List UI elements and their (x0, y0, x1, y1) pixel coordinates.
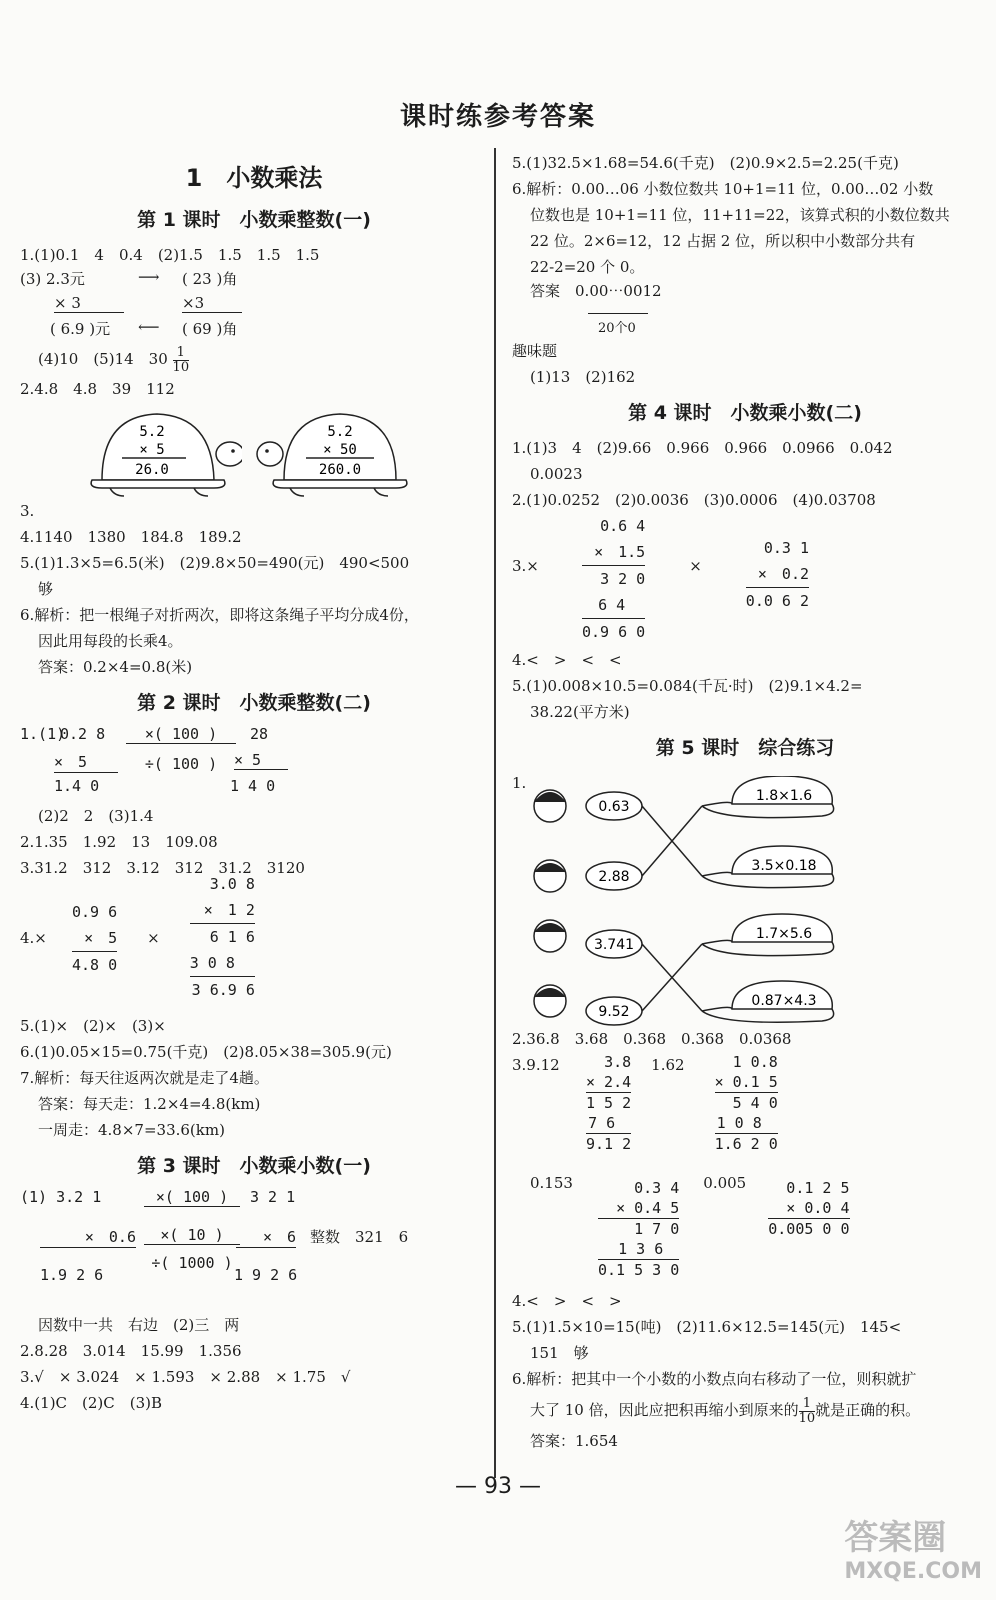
answer-line: 1.(1)0.1 4 0.4 (2)1.5 1.5 1.5 1.5 (20, 246, 320, 264)
answer-line: 1.(1)3 4 (2)9.66 0.966 0.966 0.0966 0.042 (512, 439, 893, 457)
diagram-label: 1 4 0 (230, 777, 276, 795)
lesson-title: 第 1 课时 小数乘整数(一) (137, 209, 371, 231)
answer-line: 够 (38, 580, 54, 598)
answer-text: (4)10 (5)14 30 (38, 350, 168, 368)
calc-row: × 0.0 4 (768, 1198, 849, 1219)
diagram-label: 1 9 2 6 (234, 1266, 298, 1284)
right-column (512, 150, 978, 1454)
kid-number: 9.52 (598, 1004, 630, 1020)
column-divider (494, 148, 496, 1478)
fraction-numerator: 1 (173, 346, 190, 361)
calc-row: 1.6 2 0 (714, 1135, 778, 1153)
calc-row: 5 4 0 (732, 1094, 778, 1112)
brace-label: 20个0 (598, 321, 636, 336)
diagram-label: ×3 (182, 294, 242, 313)
cap-expression: 3.5×0.18 (751, 858, 817, 874)
fraction-numerator: 1 (799, 1397, 816, 1412)
answer-label: 4.× (20, 929, 47, 947)
answer-line: 3. (20, 502, 35, 520)
conversion-diagram (20, 725, 488, 803)
answer-line (20, 342, 488, 376)
match-lines (642, 806, 702, 1011)
answer-line: 7.解析：每天往返两次就是走了4趟。 (20, 1069, 269, 1087)
page-title: 课时练参考答案 (399, 102, 596, 132)
lesson-title: 第 5 课时 综合练习 (655, 737, 835, 759)
diagram-label: 0.2 8 (60, 725, 106, 743)
answer-line: 2.36.8 3.68 0.368 0.368 0.0368 (512, 1030, 792, 1048)
calc-row: × 1.5 (582, 539, 645, 566)
vertical-calc-row (512, 513, 978, 647)
answer-line: 4.1140 1380 184.8 189.2 (20, 528, 242, 546)
answer-line (512, 280, 978, 302)
diagram-label: 1.4 0 (54, 777, 100, 795)
turtle-icon (256, 402, 416, 498)
vertical-calculation (190, 871, 255, 1003)
answer-line: 答案：每天走：1.2×4=4.8(km) (38, 1095, 261, 1113)
conversion-diagram (20, 1188, 488, 1312)
section-title: 趣味题 (512, 342, 558, 360)
answer-line: 151 够 (530, 1344, 589, 1362)
answer-line: 3.31.2 312 3.12 312 31.2 3120 (20, 859, 305, 877)
answer-line: 0.0023 (530, 465, 583, 483)
vertical-calculation (582, 513, 645, 645)
calc-row: 6 1 6 (209, 928, 255, 946)
kid-number: 3.741 (593, 937, 635, 953)
diagram-label: ÷( 100 ) (144, 755, 218, 773)
answer-line: 2.8.28 3.014 15.99 1.356 (20, 1342, 242, 1360)
calc-row: × 1 2 (190, 897, 255, 924)
diagram-label: ÷( 1000 ) (151, 1254, 233, 1272)
answer-line: 38.22(平方米) (530, 703, 630, 721)
answer-line: 5.(1)32.5×1.68=54.6(千克) (2)0.9×2.5=2.25(千克) (512, 154, 899, 172)
answer-line: 4.(1)C (2)C (3)B (20, 1394, 163, 1412)
calc-row: × 0.1 5 (714, 1073, 778, 1091)
unit-title: 1 小数乘法 (185, 164, 323, 192)
turtle-calc-text: × 5 (139, 442, 165, 458)
lesson-title: 第 2 课时 小数乘整数(二) (137, 692, 371, 714)
answer-line: 答案：1.654 (530, 1432, 618, 1450)
diagram-label: ( 23 )角 (182, 270, 238, 288)
calc-row: 0.1 2 5 (786, 1179, 850, 1197)
turtle-calc-text: 260.0 (318, 462, 362, 478)
arrow-left-icon: ⟵ (138, 318, 160, 336)
kid-number: 0.63 (598, 799, 630, 815)
conversion-diagram (20, 268, 488, 342)
calc-row: 0.9 6 (72, 903, 118, 921)
answer-label: 1. (512, 774, 527, 792)
lesson-title: 第 4 课时 小数乘小数(二) (628, 402, 862, 424)
vertical-calc-row (512, 1052, 978, 1170)
turtle-calc-text: 5.2 (139, 424, 165, 440)
calc-row: × 0.2 (746, 561, 809, 588)
diagram-label: ×( 100 ) (144, 1188, 240, 1207)
calc-row: 3 6.9 6 (191, 981, 255, 999)
answer-text: 大了 10 倍，因此应把积再缩小到原来的 (530, 1401, 799, 1419)
answer-label: × (147, 929, 160, 947)
answer-line: 5.(1)1.3×5=6.5(米) (2)9.8×50=490(元) 490<500 (20, 554, 410, 572)
brace-note (512, 302, 978, 338)
diagram-label: 28 (250, 725, 269, 743)
calc-row: 3.0 8 (209, 875, 255, 893)
answer-line: (1)13 (2)162 (530, 368, 636, 386)
arrow-icon: ⟶ (138, 268, 160, 286)
answer-line (512, 1392, 978, 1428)
answer-line: 6.解析：把一根绳子对折两次，即将这条绳子平均分成4份， (20, 606, 419, 624)
calc-row: 7 6 (586, 1113, 631, 1134)
diagram-label: 1.(1) (20, 725, 66, 743)
vertical-calculation (586, 1052, 631, 1154)
calc-row: 0.9 6 0 (582, 623, 646, 641)
watermark-text: 答案圈 (844, 1518, 947, 1558)
kid-number: 2.88 (598, 869, 630, 885)
answer-line: 6.解析：0.00…06 小数位数共 10+1=11 位，0.00…02 小数 (512, 180, 934, 198)
diagram-label: 整数 321 6 (310, 1228, 409, 1246)
answer-line: 位数也是 10+1=11 位，11+11=22，该算式积的小数位数共 (530, 206, 950, 224)
number-bubbles (586, 792, 642, 1025)
vertical-calculation (715, 1052, 778, 1154)
answer-line: 一周走：4.8×7=33.6(km) (38, 1121, 225, 1139)
turtle-calc-text: 26.0 (135, 462, 169, 478)
diagram-label: × 6 (236, 1226, 296, 1248)
calc-row: 0.3 4 (634, 1179, 680, 1197)
vertical-calculation (72, 881, 117, 978)
matching-diagram (522, 776, 852, 1026)
answer-line: 4.< > < > (512, 1292, 622, 1310)
answer-line: 因数中一共 右边 (2)三 两 (38, 1316, 240, 1334)
calc-row: 0.6 4 (600, 517, 646, 535)
calc-row: 3 0 8 (190, 950, 255, 977)
diagram-label: × 3 (54, 294, 124, 313)
calc-row: 1 0 8 (715, 1113, 778, 1134)
diagram-label: (3) 2.3元 (20, 270, 85, 288)
lesson-title: 第 3 课时 小数乘小数(一) (137, 1155, 371, 1177)
diagram-label: ( 6.9 )元 (50, 320, 111, 338)
kid-icon (534, 790, 566, 1017)
answer-line: 6.解析：把其中一个小数的小数点向右移动了一位，则积就扩 (512, 1370, 917, 1388)
answer-label: 0.005 (703, 1174, 747, 1192)
calc-row: 1 5 2 (586, 1094, 632, 1112)
calc-row: 1 7 0 (634, 1220, 680, 1238)
calc-row: × 5 (72, 925, 117, 952)
answer-label: × (689, 557, 702, 575)
fraction (799, 1397, 816, 1426)
calc-row: × 0.4 5 (598, 1198, 679, 1219)
diagram-label: ×( 10 ) (144, 1226, 240, 1245)
diagram-label: ×( 100 ) (126, 725, 236, 744)
diagram-label: (1) 3.2 1 (20, 1188, 102, 1206)
calc-row: 0.3 1 (763, 539, 810, 557)
calc-row: 4.8 0 (72, 956, 118, 974)
left-column (20, 150, 488, 1416)
vertical-calculation (768, 1170, 849, 1239)
calc-row: × 2.4 (586, 1073, 632, 1091)
answer-line: 2.1.35 1.92 13 109.08 (20, 833, 218, 851)
answer-label: 答案 0. (530, 282, 590, 300)
watermark-text: MXQE.COM (844, 1559, 982, 1584)
fraction-denominator: 10 (798, 1410, 816, 1426)
answer-line: 5.(1)× (2)× (3)× (20, 1017, 166, 1035)
cap-expression: 0.87×4.3 (751, 993, 817, 1009)
turtle-calc-text: × 50 (323, 442, 357, 458)
answer-label: 3.9.12 (512, 1056, 560, 1074)
answer-text: 就是正确的积。 (815, 1401, 921, 1419)
answer-label: 1.62 (651, 1056, 685, 1074)
diagram-label: 1.9 2 6 (40, 1266, 104, 1284)
answer-line: 22 位。2×6=12，12 占据 2 位，所以积中小数部分共有 (530, 232, 916, 250)
calc-row: 0.0 6 2 (745, 592, 810, 610)
vertical-calc-row (512, 1170, 978, 1288)
diagram-label: 3 2 1 (250, 1188, 296, 1206)
answer-line: 5.(1)0.008×10.5=0.084(千瓦·时) (2)9.1×4.2= (512, 677, 863, 695)
watermark-logo (844, 1510, 982, 1584)
turtle-icon (82, 402, 242, 498)
answer-value: 00⋯0012 (589, 282, 662, 300)
answer-line: 5.(1)1.5×10=15(吨) (2)11.6×12.5=145(元) 145< (512, 1318, 902, 1336)
vertical-calculation (598, 1170, 679, 1280)
answer-line: (2)2 2 (3)1.4 (38, 807, 154, 825)
vertical-calculation (746, 513, 809, 614)
answer-line: 2.(1)0.0252 (2)0.0036 (3)0.0006 (4)0.03708 (512, 491, 876, 509)
fraction (173, 346, 190, 375)
calc-row: 0.005 0 0 (768, 1220, 850, 1238)
page-number: — 93 — (455, 1474, 541, 1499)
answer-line: 4.< > < < (512, 651, 622, 669)
answer-label: 3.× (512, 557, 539, 575)
diagram-label: × 0.6 (40, 1226, 136, 1248)
calc-row: 3 2 0 (600, 570, 646, 588)
cap-icons (702, 776, 834, 1022)
brace-icon (588, 313, 648, 314)
turtle-calc-text: 5.2 (327, 424, 353, 440)
calc-row: 6 4 (582, 592, 645, 619)
answer-line: 22-2=20 个 0。 (530, 258, 645, 276)
answer-line: 答案：0.2×4=0.8(米) (38, 658, 193, 676)
fraction-denominator: 10 (172, 359, 190, 375)
calc-row: 1 3 6 (598, 1239, 679, 1260)
calc-row: 0.1 5 3 0 (598, 1261, 680, 1279)
answer-line: 2.4.8 4.8 39 112 (20, 380, 175, 398)
cap-expression: 1.7×5.6 (755, 926, 813, 942)
answer-line: 3.√ × 3.024 × 1.593 × 2.88 × 1.75 √ (20, 1368, 351, 1386)
turtle-row (20, 402, 488, 498)
calc-row: 1 0.8 (732, 1053, 778, 1071)
cap-expression: 1.8×1.6 (755, 788, 813, 804)
calc-row: 9.1 2 (586, 1135, 632, 1153)
diagram-label: × 5 (234, 751, 288, 770)
answer-line: 6.(1)0.05×15=0.75(千克) (2)8.05×38=305.9(元) (20, 1043, 392, 1061)
diagram-label: ( 69 )角 (182, 320, 238, 338)
diagram-label: × 5 (54, 751, 118, 773)
calc-row: 3.8 (604, 1053, 632, 1071)
answer-line: 因此用每段的长乘4。 (38, 632, 183, 650)
vertical-calc-row (20, 875, 488, 1013)
answer-label: 0.153 (530, 1174, 573, 1192)
